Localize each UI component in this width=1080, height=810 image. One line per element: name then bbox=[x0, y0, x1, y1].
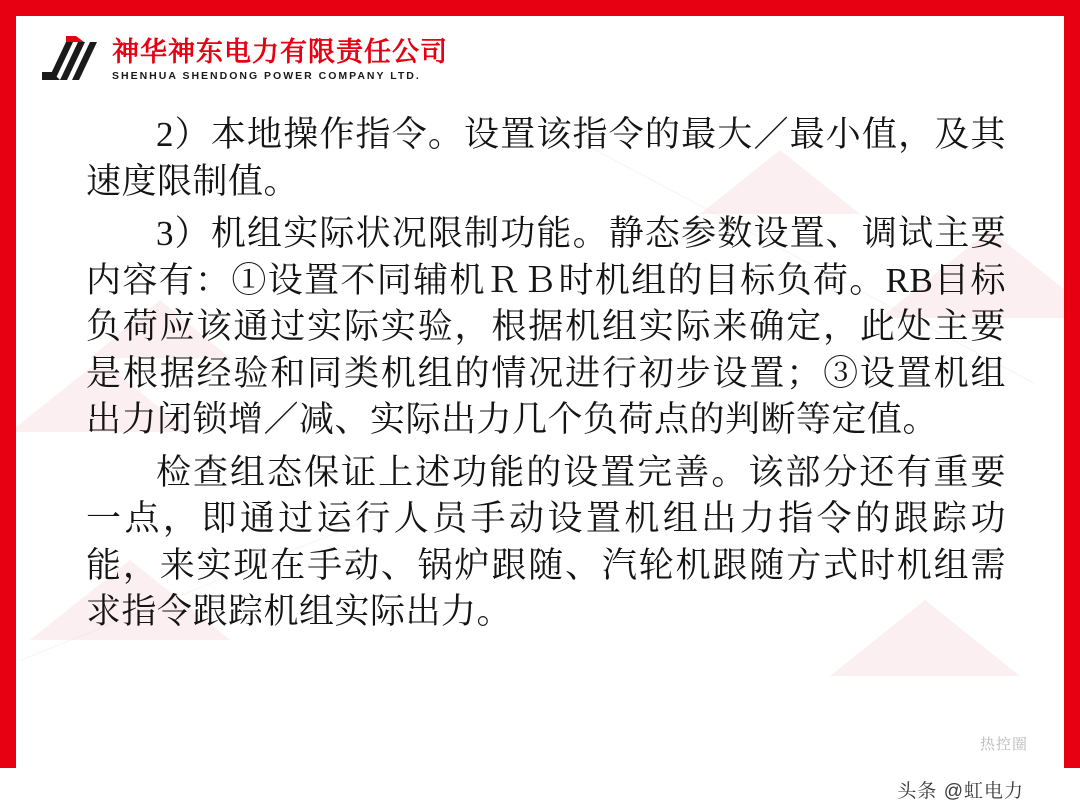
company-name-en: SHENHUA SHENDONG POWER COMPANY LTD. bbox=[112, 70, 421, 83]
footer-brand-text: 头条 @虹电力 bbox=[897, 780, 1024, 802]
frame-border-top bbox=[0, 0, 1080, 16]
slide-body-text bbox=[86, 112, 1006, 638]
company-logo bbox=[40, 36, 448, 84]
shenhua-chevron-logo-icon bbox=[40, 36, 102, 84]
faint-watermark-text: 热控圈 bbox=[979, 736, 1028, 753]
paragraph-2: 3）机组实际状况限制功能。静态参数设置、调试主要内容有：①设置不同辅机ＲＢ时机组的目标负荷。RB目标负荷应该通过实际实验，根据机组实际来确定，此处主要是根据经验和同类机组的情况进行初步设置；③设置机组出力闭锁增／减、实际出力几个负荷点的判断等定值。 bbox=[86, 214, 1006, 440]
frame-border-left bbox=[0, 0, 16, 810]
company-name-cn: 神华神东电力有限责任公司 bbox=[112, 37, 448, 67]
frame-border-right bbox=[1064, 0, 1080, 810]
footer-brand-label bbox=[897, 776, 1024, 803]
paragraph-3: 检查组态保证上述功能的设置完善。该部分还有重要一点，即通过运行人员手动设置机组出力指令的跟踪功能，来实现在手动、锅炉跟随、汽轮机跟随方式时机组需求指令跟踪机组实际出力。 bbox=[86, 452, 1006, 632]
footer-bar bbox=[0, 768, 1080, 810]
paragraph-1: 2）本地操作指令。设置该指令的最大／最小值，及其速度限制值。 bbox=[86, 115, 1006, 201]
